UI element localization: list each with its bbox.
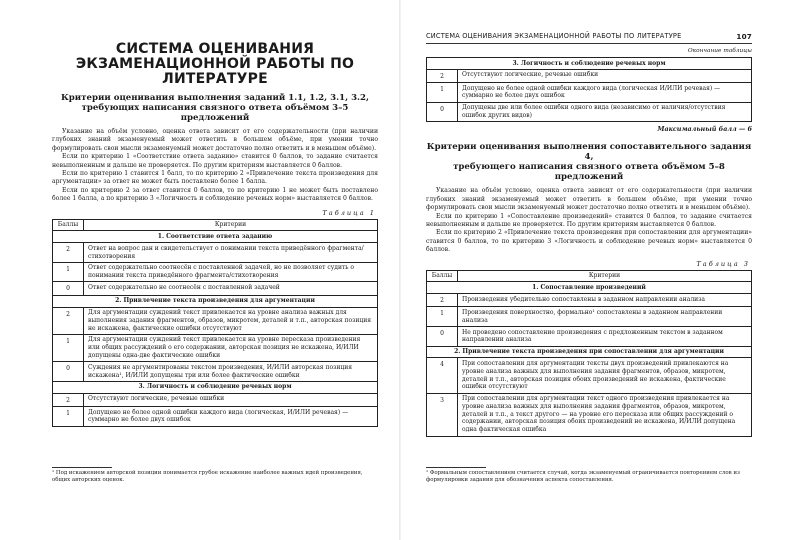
score-cell: 1 [427,83,458,103]
table-section-row [427,346,752,358]
footnote: ¹ Под искажением авторской позиции понимается грубое искажение наиболее важных идей произведения, общих авторских оценок. [52,470,363,483]
paragraph: Если по критерию 1 «Сопоставление произведений» ставится 0 баллов, то задание считается невыполненным и дальше не проверяется. По другим критериям выставляется 0 баллов. [426,212,752,228]
header-score: Баллы [53,219,84,231]
table-row [427,83,752,103]
section-title: 1. Соответствие ответа заданию [53,231,378,243]
criteria-cell: Не проведено сопоставление произведения с предложенным текстом в заданном направлении анализа [458,327,752,347]
criteria-cell: Произведения поверхностно, формально¹ сопоставлены в заданном направлении анализа [458,307,752,327]
score-cell: 2 [53,307,84,334]
criteria-cell: Допущено не более одной ошибки каждого вида (логическая И/ИЛИ речевая) — суммарно не более двух ошибок [458,83,752,103]
right-page [400,0,800,540]
paragraph: Если по критерию 1 «Соответствие ответа заданию» ставится 0 баллов, то задание считается невыполненным и дальше не проверяется. По другим критериям выставляется 0 баллов. [52,153,378,169]
table-section-row [427,282,752,294]
table-row [53,362,378,382]
criteria-cell: Ответ содержательно не соотнесён с поставленной задачей [84,282,378,295]
header-criteria: Критерии [458,270,752,282]
score-cell: 2 [53,243,84,263]
table-section-row [53,381,378,393]
score-cell: 0 [53,282,84,295]
criteria-table-1 [52,219,378,427]
criteria-cell: Допущены две или более ошибки одного вида (независимо от наличия/отсутствия ошибок других видов) [458,102,752,122]
table-row [427,393,752,436]
criteria-cell: Для аргументации суждений текст привлекается на уровне пересказа произведения или общих рассуждений о его содержании, авторская позиция не искажена, И/ИЛИ допущены одна-две фактические ошибки [84,334,378,361]
table-row [427,358,752,393]
paragraph: Если по критерию 2 «Привлечение текста произведения при сопоставлении для аргументации» ставится 0 баллов, то по критерию 3 «Логичность и соблюдение речевых норм» выставляется 0 баллов. [426,229,752,254]
score-cell: 1 [427,307,458,327]
criteria-table-3 [426,270,752,437]
score-cell: 1 [53,334,84,361]
criteria-cell: При сопоставлении для аргументации текст одного произведения привлекается на уровне анализа важных для выполнения задания фрагментов, образов, микротем, деталей и т.п., а текст другого — на уровне его пересказа или общих рассуждений о содержании, авторская позиция обоих произведений не искажена, И/ИЛИ допущена одна фактическая ошибка [458,393,752,436]
score-cell: 2 [53,393,84,406]
table-body [53,231,378,426]
table-caption: Таблица 1 [322,208,376,217]
table-row [53,393,378,406]
criteria-cell: Произведения убедительно сопоставлены в заданном направлении анализа [458,294,752,307]
section-title: 2. Привлечение текста произведения для аргументации [53,295,378,307]
table-body-top [427,58,752,122]
running-head [426,32,752,44]
score-cell: 0 [427,102,458,122]
table-caption: Таблица 3 [696,259,750,268]
footnote-rule [52,467,112,468]
table-body [427,282,752,436]
footnote: ¹ Формальным сопоставлением считается случай, когда экзаменуемый ограничивается повторением слов из формулировки задания для обозначения аспекта сопоставления. [426,470,740,483]
section-title: 3. Логичность и соблюдение речевых норм [427,58,752,70]
criteria-table-1-end [426,57,752,122]
score-cell: 0 [53,362,84,382]
table-row [53,282,378,295]
table-header-row [427,270,752,282]
paragraph: Указание на объём условно, оценка ответа зависит от его содержательности (при наличии глубоких знаний экзаменуемый может ответить в большем объёме, при умении точно формулировать свои мысли экзаменуемый может достаточно полно ответить и в меньшем объёме). [426,187,752,212]
page-number: 107 [736,32,752,41]
footnote-rule [426,467,486,468]
score-cell: 2 [427,69,458,82]
title-line-2: ЭКЗАМЕНАЦИОННОЙ РАБОТЫ ПО ЛИТЕРАТУРЕ [75,56,355,87]
paragraph: Указание на объём условно, оценка ответа зависит от его содержательности (при наличии глубоких знаний экзаменуемый может ответить в большем объёме, при умении точно формулировать свои мысли экзаменуемый может достаточно полно ответить и в меньшем объёме). [52,128,378,152]
max-score: Максимальный балл — 6 [657,125,752,134]
subtitle-line-2: требующих написания связного ответа объёмом 3–5 предложений [81,103,349,123]
table-row [53,307,378,334]
criteria-subtitle [52,93,378,123]
table-row [53,334,378,361]
section-title: 2. Привлечение текста произведения при сопоставлении для аргументации [427,346,752,358]
table-row [427,294,752,307]
table-row [427,307,752,327]
criteria-cell: Ответ на вопрос дан и свидетельствует о понимании текста приведённого фрагмента/стихотворения [84,243,378,263]
subtitle-line-1: Критерии оценивания выполнения заданий 1.1, 1.2, 3.1, 3.2, [60,93,370,103]
section-title: 3. Логичность и соблюдение речевых норм [53,381,378,393]
table-section-row [53,231,378,243]
paragraph: Если по критерию 2 за ответ ставится 0 баллов, то по критерию 1 не может быть поставлено более 1 балла, а по критерию 3 «Логичность и соблюдение речевых норм» выставляется 0 баллов. [52,186,378,203]
criteria-cell: Отсутствуют логические, речевые ошибки [458,69,752,82]
criteria-cell: Для аргументации суждений текст привлекается на уровне анализа важных для выполнения задания фрагментов, образов, микротем, деталей и т.п., авторская позиция не искажена, фактические ошибки отсутствуют [84,307,378,334]
table-section-row [427,58,752,70]
intro-text [52,128,378,204]
table-continuation: Окончание таблицы [687,48,752,54]
table-row [53,243,378,263]
table-section-row [53,295,378,307]
table-header-row [53,219,378,231]
paragraph: Если по критерию 1 ставится 1 балл, то по критерию 2 «Привлечение текста произведения для аргументации» за ответ не может быть поставлено более 1 балла. [52,170,378,186]
criteria-subtitle-4 [426,142,752,182]
criteria-cell: Суждения не аргументированы текстом произведения, И/ИЛИ авторская позиция искажена¹, И/ИЛИ допущены три или более фактические ошибки [84,362,378,382]
table-row [53,407,378,427]
table-row [427,102,752,122]
score-cell: 2 [427,294,458,307]
subtitle-line-2: требующего написания связного ответа объёмом 5–8 предложений [453,162,725,183]
table-row [53,262,378,282]
score-cell: 1 [53,407,84,427]
score-cell: 1 [53,262,84,282]
criteria-cell: Отсутствуют логические, речевые ошибки [84,393,378,406]
criteria-cell: При сопоставлении для аргументации тексты двух произведений привлекаются на уровне анализа важных для выполнения задания фрагментов, образов, микротем, деталей и т.п., авторская позиция обоих произведений не искажена, фактические ошибки отсутствуют [458,358,752,393]
title-line-1: СИСТЕМА ОЦЕНИВАНИЯ [115,41,315,57]
section-title: 1. Сопоставление произведений [427,282,752,294]
intro-text [426,187,752,254]
score-cell: 0 [427,327,458,347]
criteria-cell: Ответ содержательно соотнесён с поставленной задачей, но не позволяет судить о понимании текста приведённого фрагмента/стихотворения [84,262,378,282]
table-row [427,327,752,347]
page-title [52,42,378,87]
score-cell: 4 [427,358,458,393]
criteria-cell: Допущено не более одной ошибки каждого вида (логическая, И/ИЛИ речевая) — суммарно не более двух ошибок [84,407,378,427]
header-score: Баллы [427,270,458,282]
score-cell: 3 [427,393,458,436]
table-row [427,69,752,82]
subtitle-line-1: Критерии оценивания выполнения сопоставительного задания 4, [426,142,752,163]
header-criteria: Критерии [84,219,378,231]
running-head-title: СИСТЕМА ОЦЕНИВАНИЯ ЭКЗАМЕНАЦИОННОЙ РАБОТЫ ПО ЛИТЕРАТУРЕ [426,32,682,40]
